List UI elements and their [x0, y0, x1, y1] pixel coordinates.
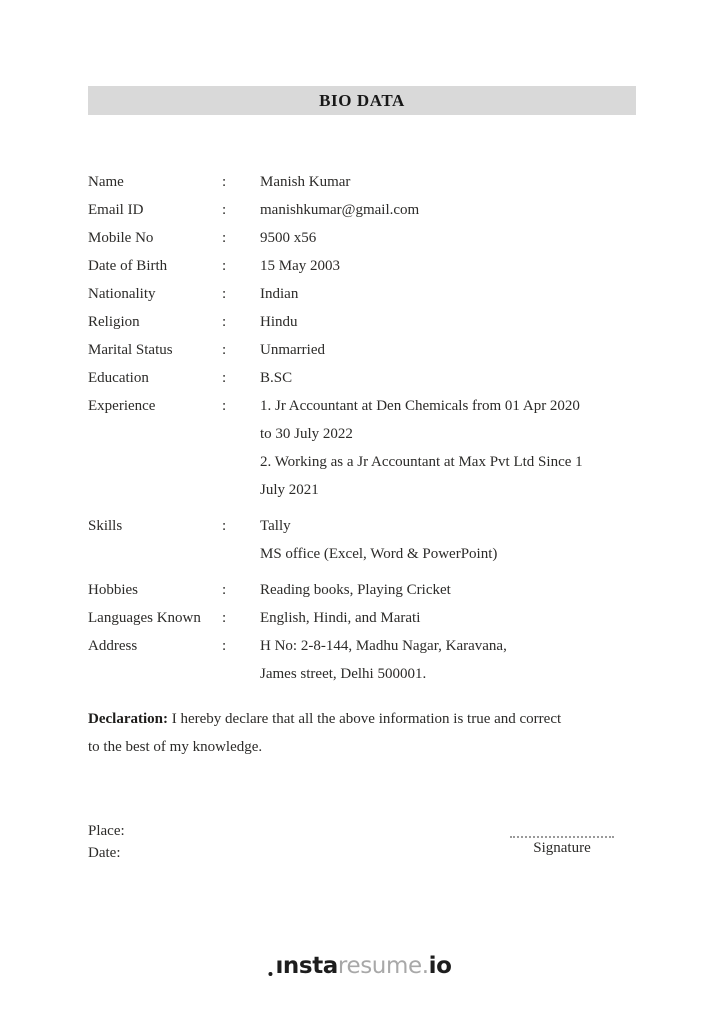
field-row-address	[88, 632, 648, 688]
field-value	[260, 604, 648, 632]
field-value-line: 1. Jr Accountant at Den Chemicals from 01 Apr 2020	[260, 398, 580, 414]
field-label: Experience	[88, 398, 156, 414]
field-value-line: MS office (Excel, Word & PowerPoint)	[260, 546, 498, 562]
field-colon: :	[222, 314, 227, 330]
field-value	[260, 632, 648, 688]
field-label: Skills	[88, 518, 123, 534]
declaration-label: Declaration:	[88, 711, 168, 727]
field-value	[260, 392, 648, 504]
field-label: Hobbies	[88, 582, 138, 598]
field-colon: :	[222, 518, 227, 534]
field-value-line: English, Hindi, and Marati	[260, 610, 421, 626]
field-colon: :	[222, 638, 227, 654]
field-value	[260, 364, 648, 392]
field-value	[260, 336, 648, 364]
field-value-line: H No: 2-8-144, Madhu Nagar, Karavana,	[260, 638, 507, 654]
field-row-name	[88, 168, 648, 196]
declaration-text: I hereby declare that all the above information is true and correct	[171, 711, 562, 727]
field-label: Nationality	[88, 286, 156, 302]
field-value-line: Hindu	[260, 314, 298, 330]
declaration-line: to the best of my knowledge.	[88, 739, 263, 755]
field-value-line: July 2021	[260, 482, 319, 498]
field-value-line: Tally	[260, 518, 291, 534]
field-label: Education	[88, 370, 149, 386]
field-colon: :	[222, 342, 227, 358]
field-colon: :	[222, 286, 227, 302]
field-label: Languages Known	[88, 610, 201, 626]
field-value-line: manishkumar@gmail.com	[260, 202, 420, 218]
field-value-line: 2. Working as a Jr Accountant at Max Pvt Ltd Since 1	[260, 454, 583, 470]
field-row-mobile	[88, 224, 648, 252]
field-value-line: Manish Kumar	[260, 174, 351, 190]
field-value	[260, 252, 648, 280]
date-label: Date:	[88, 845, 121, 861]
brand-logo-text	[268, 953, 451, 979]
field-value	[260, 168, 648, 196]
field-label: Email ID	[88, 202, 144, 218]
field-label: Marital Status	[88, 342, 173, 358]
field-value-line: Indian	[260, 286, 299, 302]
signature-label: Signature	[533, 840, 591, 856]
field-label: Date of Birth	[88, 258, 168, 274]
field-row-education	[88, 364, 648, 392]
document-title: BIO DATA	[88, 86, 636, 115]
field-row-email	[88, 196, 648, 224]
field-value	[260, 308, 648, 336]
signature-block	[510, 836, 614, 857]
field-row-skills	[88, 512, 648, 568]
field-label: Religion	[88, 314, 140, 330]
declaration-line	[88, 705, 708, 733]
field-value-line: 9500 x56	[260, 230, 317, 246]
field-value	[260, 280, 648, 308]
field-row-hobbies	[88, 576, 648, 604]
field-colon: :	[222, 582, 227, 598]
field-colon: :	[222, 174, 227, 190]
field-value	[260, 196, 648, 224]
field-colon: :	[222, 610, 227, 626]
field-value-line: B.SC	[260, 370, 293, 386]
field-row-experience	[88, 392, 648, 504]
field-value-line: James street, Delhi 500001.	[260, 666, 427, 682]
field-row-marital-status	[88, 336, 648, 364]
field-value-line: Reading books, Playing Cricket	[260, 582, 451, 598]
field-colon: :	[222, 258, 227, 274]
field-row-languages	[88, 604, 648, 632]
field-label: Name	[88, 174, 124, 190]
place-label: Place:	[88, 823, 125, 839]
field-value	[260, 576, 648, 604]
brand-logo-insta: ınsta	[275, 953, 338, 979]
signoff-block	[88, 820, 125, 864]
field-label: Address	[88, 638, 138, 654]
field-colon: :	[222, 370, 227, 386]
brand-logo	[268, 953, 451, 979]
field-list	[88, 168, 648, 688]
field-value-line: 15 May 2003	[260, 258, 340, 274]
field-colon: :	[222, 230, 227, 246]
brand-logo-resume: resume.	[337, 953, 429, 979]
field-colon: :	[222, 398, 227, 414]
field-row-nationality	[88, 280, 648, 308]
field-colon: :	[222, 202, 227, 218]
field-value-line: to 30 July 2022	[260, 426, 353, 442]
field-row-dob	[88, 252, 648, 280]
declaration-paragraph	[88, 705, 708, 761]
field-label: Mobile No	[88, 230, 154, 246]
field-value	[260, 224, 648, 252]
field-value	[260, 512, 648, 568]
signature-dotted-line	[510, 836, 614, 838]
field-row-religion	[88, 308, 648, 336]
brand-logo-io: io	[428, 953, 452, 979]
field-value-line: Unmarried	[260, 342, 325, 358]
